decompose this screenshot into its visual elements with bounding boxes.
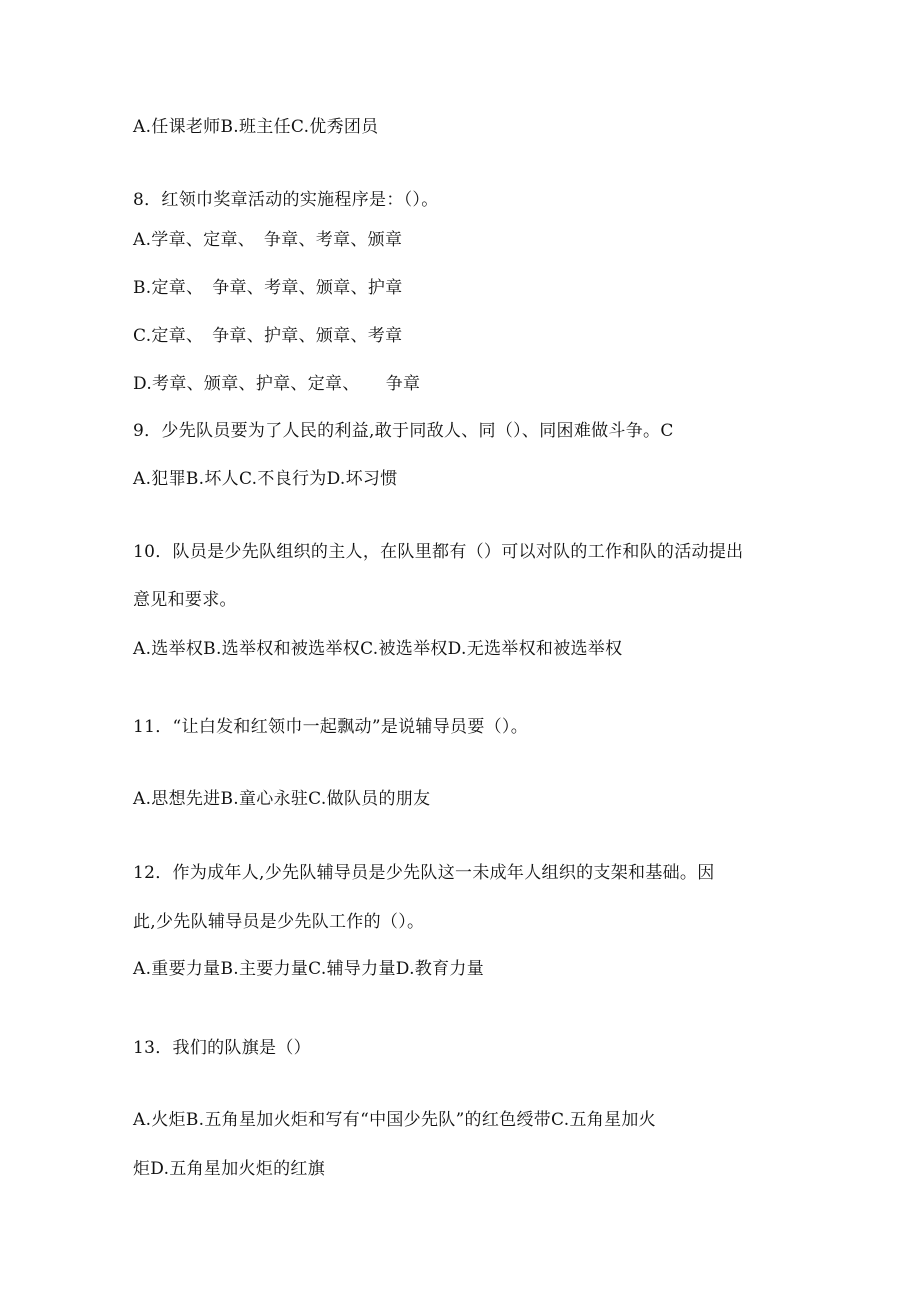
- q8-question: 8．红领巾奖章活动的实施程序是：（）。: [133, 190, 439, 210]
- q12-options: A.重要力量B.主要力量C.辅导力量D.教育力量: [133, 959, 485, 979]
- q9-question: 9．少先队员要为了人民的利益,敢于同敌人、同（）、同困难做斗争。C: [133, 421, 674, 441]
- q13-question: 13．我们的队旗是（）: [133, 1038, 311, 1058]
- q12-question-line2: 此,少先队辅导员是少先队工作的（）。: [133, 912, 425, 932]
- q10-options: A.选举权B.选举权和被选举权C.被选举权D.无选举权和被选举权: [133, 639, 623, 659]
- q8-option-a: A.学章、定章、 争章、考章、颁章: [133, 230, 403, 250]
- q11-question: 11．“让白发和红领巾一起飘动”是说辅导员要（）。: [133, 717, 529, 737]
- q10-question-line1: 10．队员是少先队组织的主人，在队里都有（）可以对队的工作和队的活动提出: [133, 542, 744, 562]
- q8-option-b: B.定章、 争章、考章、颁章、护章: [133, 278, 403, 298]
- q8-option-c: C.定章、 争章、护章、颁章、考章: [133, 326, 403, 346]
- q9-options: A.犯罪B.坏人C.不良行为D.坏习惯: [133, 469, 398, 489]
- q10-question-line2: 意见和要求。: [133, 590, 237, 610]
- q13-options-line2: 炬D.五角星加火炬的红旗: [133, 1159, 326, 1179]
- q12-question-line1: 12．作为成年人,少先队辅导员是少先队这一未成年人组织的支架和基础。因: [133, 863, 715, 883]
- q8-option-d: D.考章、颁章、护章、定章、 争章: [133, 374, 421, 394]
- q7-options: A.任课老师B.班主任C.优秀团员: [133, 117, 379, 137]
- q13-options-line1: A.火炬B.五角星加火炬和写有“中国少先队”的红色绶带C.五角星加火: [133, 1110, 656, 1130]
- q11-options: A.思想先进B.童心永驻C.做队员的朋友: [133, 789, 431, 809]
